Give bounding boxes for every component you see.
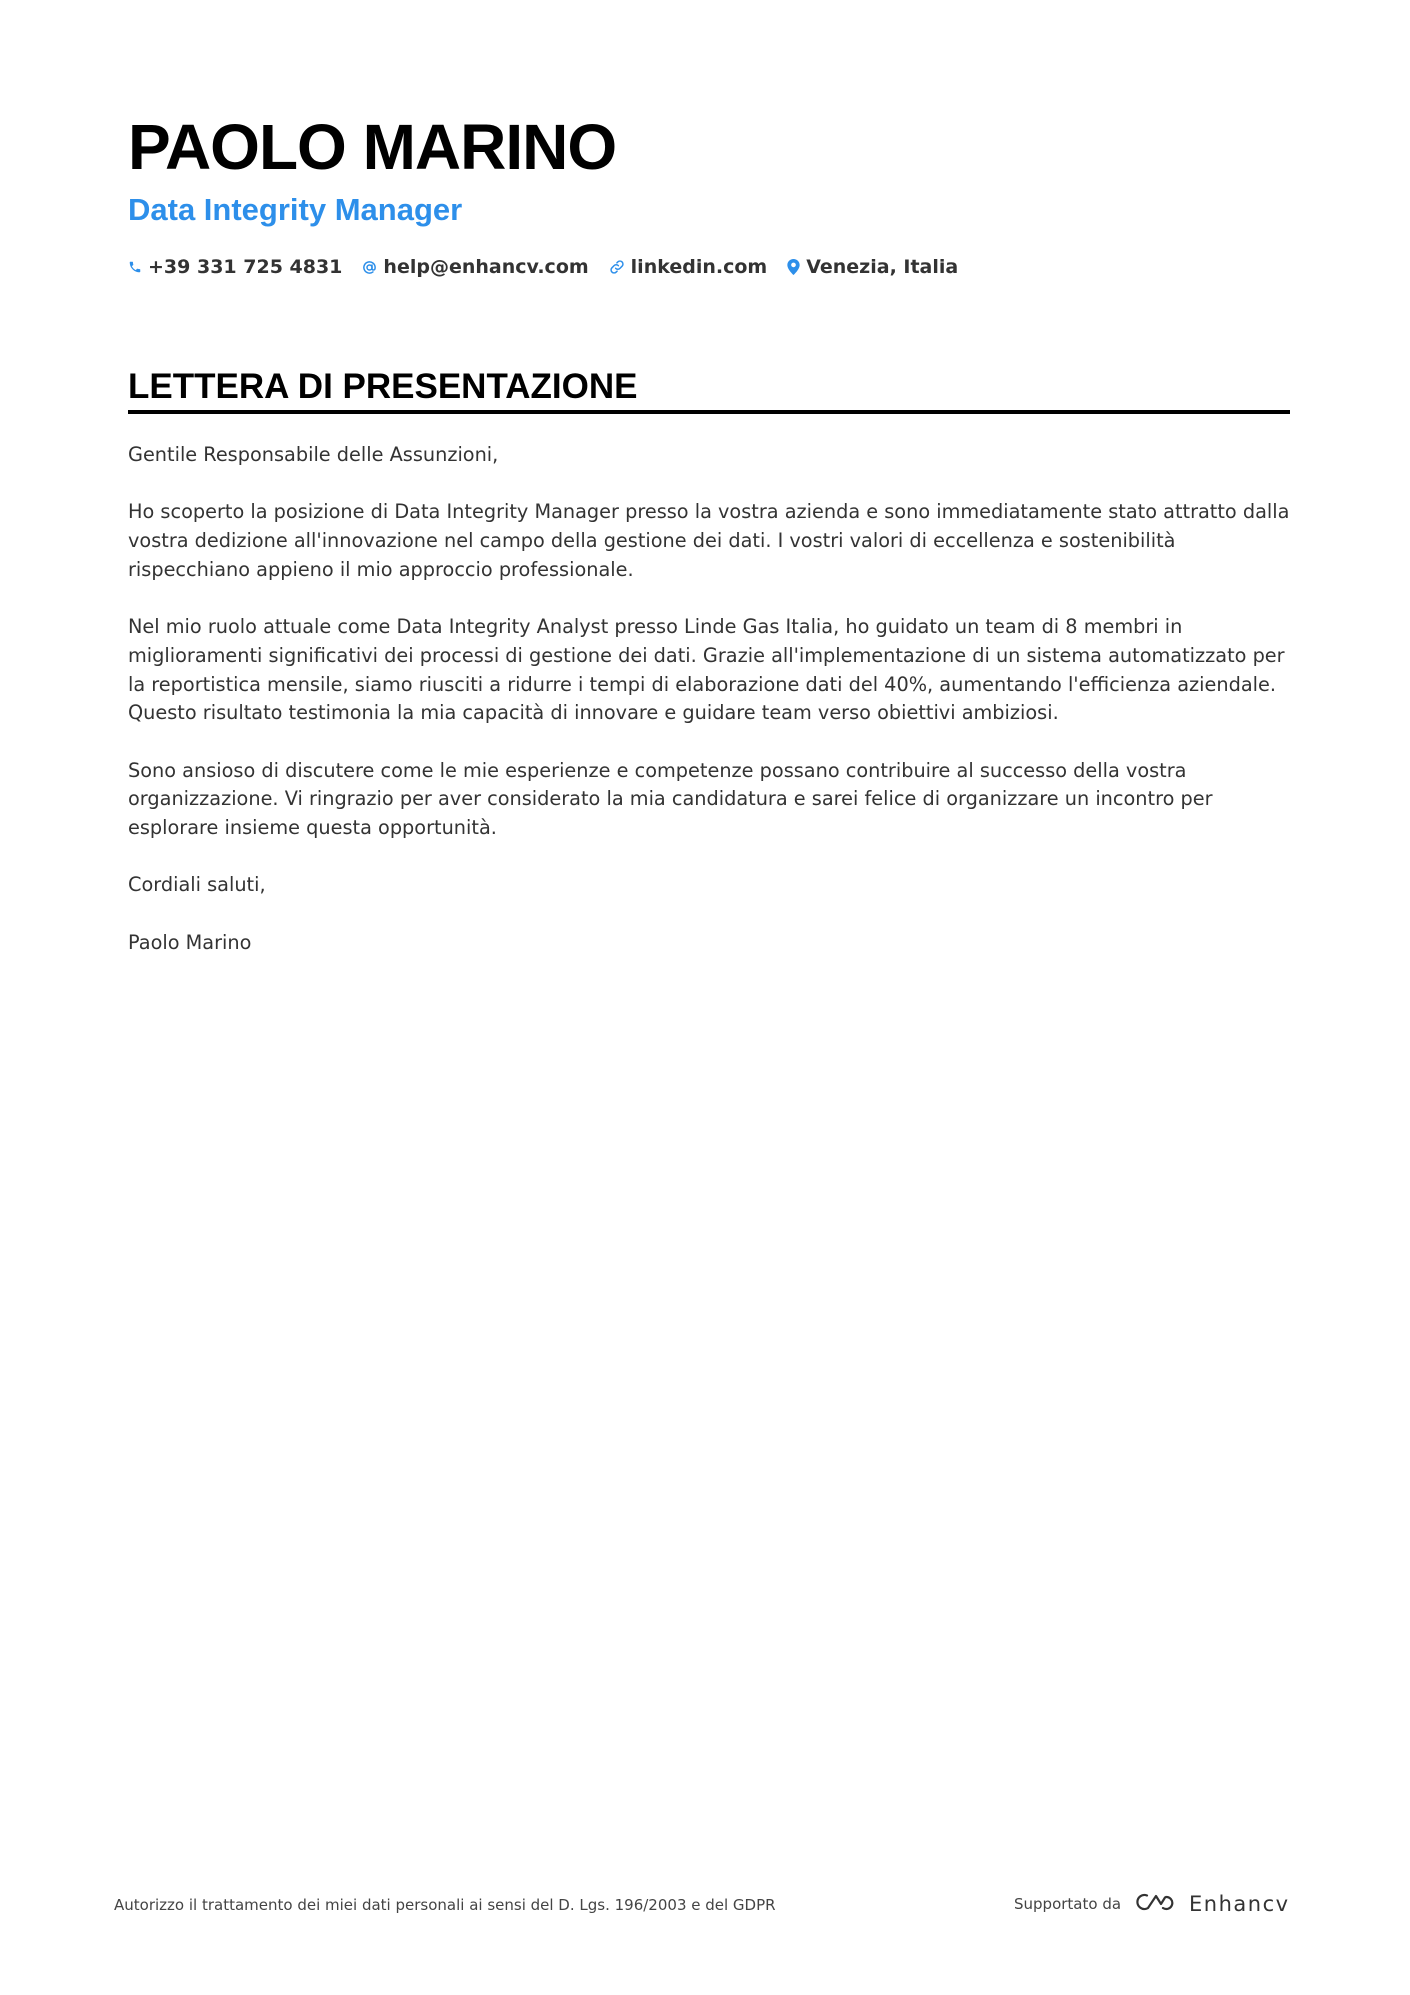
letter-paragraph: Ho scoperto la posizione di Data Integrity Manager presso la vostra azienda e sono immediatamente stato attratto dalla vostra dedizione all'innovazione nel campo della gestione dei dati. I vostri valori di eccellenza e sostenibilità rispecchiano appieno il mio approccio professionale. — [128, 500, 1290, 581]
letter-signature: Paolo Marino — [128, 930, 252, 954]
letter-paragraph: Nel mio ruolo attuale come Data Integrity Analyst presso Linde Gas Italia, ho guidato un team di 8 membri in miglioramenti significativi dei processi di gestione dei dati. Grazie all'implementazione di un sistema automatizzato per la reportistica mensile, siamo riusciti a ridurre i tempi di elaborazione dati del 40%, aumentando l'efficienza aziendale. Questo risultato testimonia la mia capacità di innovare e guidare team verso obiettivi ambiziosi. — [128, 615, 1285, 725]
contact-email[interactable] — [362, 254, 588, 280]
letter-salutation: Gentile Responsabile delle Assunzioni, — [128, 443, 499, 466]
at-icon — [362, 260, 377, 275]
location-pin-icon — [787, 259, 800, 275]
section-title: LETTERA DI PRESENTAZIONE — [128, 367, 638, 406]
enhancv-logo-icon — [1133, 1890, 1179, 1918]
phone-icon — [128, 260, 142, 274]
contact-phone — [128, 254, 342, 280]
supported-by — [1014, 1890, 1290, 1918]
link-icon — [609, 259, 625, 275]
phone-text: +39 331 725 4831 — [148, 256, 343, 278]
contact-bar — [128, 254, 958, 280]
applicant-name: PAOLO MARINO — [128, 111, 617, 183]
brand-name: Enhancv — [1189, 1892, 1290, 1916]
contact-location — [787, 254, 958, 280]
job-title: Data Integrity Manager — [128, 192, 463, 227]
email-text[interactable]: help@enhancv.com — [383, 256, 589, 278]
privacy-consent-note: Autorizzo il trattamento dei miei dati personali ai sensi del D. Lgs. 196/2003 e del GDPR — [114, 1896, 776, 1914]
letter-closing: Cordiali saluti, — [128, 873, 266, 897]
linkedin-text[interactable]: linkedin.com — [630, 256, 768, 278]
section-divider — [128, 410, 1290, 414]
letter-body — [128, 441, 1290, 986]
supported-label: Supportato da — [1014, 1895, 1122, 1913]
letter-paragraph: Sono ansioso di discutere come le mie esperienze e competenze possano contribuire al successo della vostra organizzazione. Vi ringrazio per aver considerato la mia candidatura e sarei felice di organizzare un incontro per esplorare insieme questa opportunità. — [128, 758, 1213, 840]
enhancv-logo[interactable] — [1133, 1890, 1290, 1918]
contact-linkedin[interactable] — [609, 254, 768, 280]
location-text: Venezia, Italia — [806, 256, 959, 278]
